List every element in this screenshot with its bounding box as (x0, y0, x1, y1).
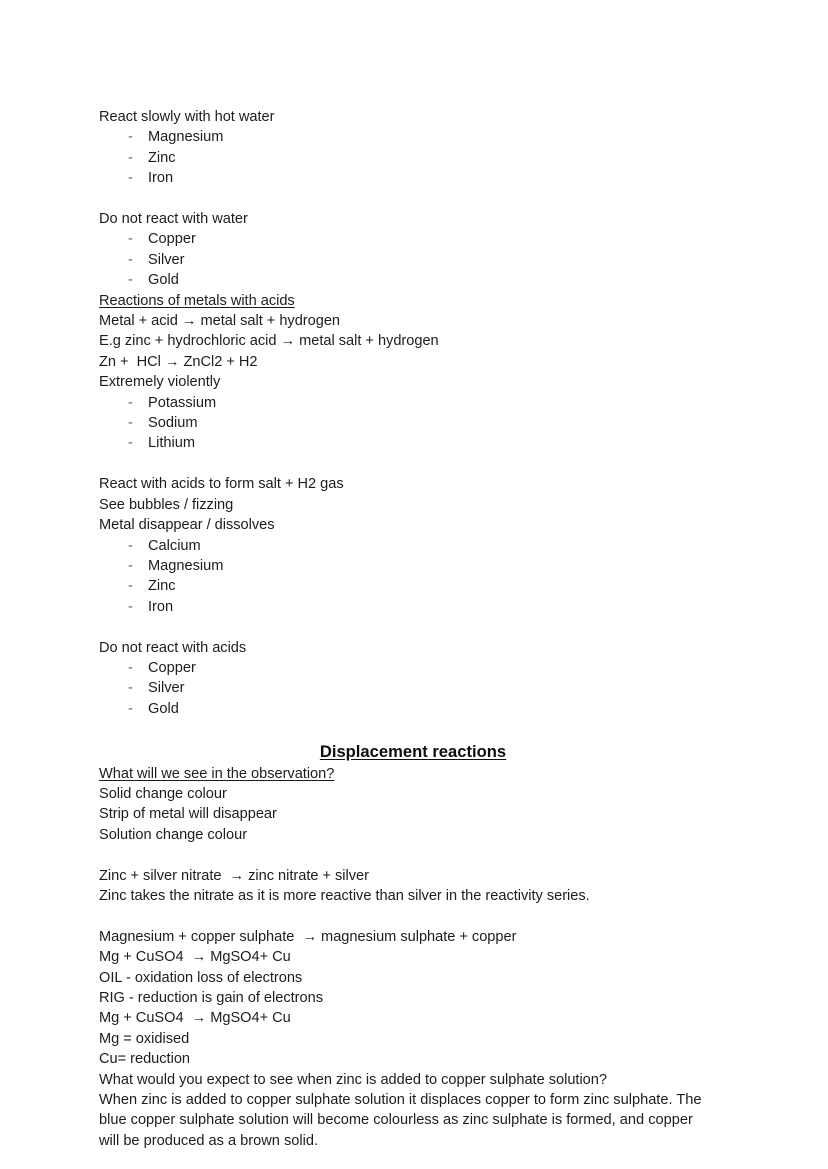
text-line: React slowly with hot water (99, 109, 275, 125)
text-line: Zinc takes the nitrate as it is more reactive than silver in the reactivity series. (99, 887, 590, 904)
text-line: Do not react with water (99, 211, 248, 228)
text-line: Metal disappear / dissolves (99, 517, 275, 534)
list-item-label: Silver (148, 251, 185, 268)
list-item (99, 270, 709, 290)
paragraph-spacer (99, 719, 709, 739)
text-line: Do not react with acids (99, 639, 247, 656)
list-item (99, 229, 709, 249)
section-heading: Displacement reactions (319, 741, 507, 761)
list-dash-marker: - (128, 251, 133, 268)
list-item-label: Copper (148, 659, 196, 676)
list-item (99, 168, 709, 188)
text-line: OIL - oxidation loss of electrons (99, 969, 303, 986)
text-line: See bubbles / fizzing (99, 496, 234, 513)
subheading: What will we see in the observation? (99, 765, 335, 782)
list-item-label: Zinc (148, 149, 176, 166)
text-line: Mg + CuSO4 → MgSO4+ Cu (99, 1010, 291, 1027)
text-line: Zinc + silver nitrate → zinc nitrate + silver (99, 867, 369, 884)
list-dash-marker: - (128, 700, 133, 717)
metal-list (99, 229, 709, 290)
text-line: React with acids to form salt + H2 gas (99, 476, 344, 493)
paragraph-spacer (99, 845, 709, 865)
metal-list (99, 127, 709, 188)
list-item (99, 433, 709, 453)
text-line: What would you expect to see when zinc is added to copper sulphate solution? (99, 1071, 607, 1088)
metal-list (99, 393, 709, 454)
metal-list (99, 658, 709, 719)
list-item (99, 678, 709, 698)
text-line: Magnesium + copper sulphate → magnesium sulphate + copper (99, 928, 517, 945)
metal-list (99, 536, 709, 618)
list-item (99, 597, 709, 617)
list-item (99, 658, 709, 678)
text-line: Mg = oxidised (99, 1030, 190, 1047)
list-item-label: Iron (148, 598, 174, 615)
text-line: Extremely violently (99, 374, 221, 391)
list-item (99, 556, 709, 576)
text-line: Mg + CuSO4 → MgSO4+ Cu (99, 949, 291, 966)
list-item-label: Zinc (148, 578, 176, 595)
list-dash-marker: - (128, 537, 133, 554)
subheading: Reactions of metals with acids (99, 292, 295, 309)
text-line: Cu= reduction (99, 1051, 191, 1068)
list-item-label: Iron (148, 170, 174, 187)
list-item (99, 148, 709, 168)
list-item-label: Gold (148, 272, 179, 289)
list-item (99, 393, 709, 413)
document-body (99, 107, 709, 1151)
paragraph-spacer (99, 617, 709, 637)
list-item-label: Silver (148, 680, 185, 697)
list-dash-marker: - (128, 149, 133, 166)
list-dash-marker: - (128, 415, 133, 432)
list-item-label: Calcium (148, 537, 201, 554)
list-item-label: Gold (148, 700, 179, 717)
list-item-label: Sodium (148, 415, 198, 432)
list-dash-marker: - (128, 578, 133, 595)
list-dash-marker: - (128, 394, 133, 411)
list-item (99, 127, 709, 147)
list-dash-marker: - (128, 680, 133, 697)
list-item-label: Magnesium (148, 129, 224, 146)
body-paragraph: When zinc is added to copper sulphate solution it displaces copper to form zinc sulphate. The blue copper sulphate solution will become colourless as zinc sulphate is formed, and copper will be produced as a brown solid. (99, 1092, 702, 1149)
list-item-label: Potassium (148, 394, 217, 411)
list-item (99, 699, 709, 719)
list-dash-marker: - (128, 659, 133, 676)
list-item (99, 576, 709, 596)
list-dash-marker: - (128, 598, 133, 615)
paragraph-spacer (99, 189, 709, 209)
text-line: Metal + acid → metal salt + hydrogen (99, 313, 341, 330)
text-line: RIG - reduction is gain of electrons (99, 989, 323, 1006)
list-dash-marker: - (128, 272, 133, 289)
text-line: Strip of metal will disappear (99, 806, 277, 823)
text-line: Solution change colour (99, 826, 248, 843)
text-line: Solid change colour (99, 785, 227, 802)
text-line: Zn + HCl → ZnCl2 + H2 (99, 353, 258, 370)
list-dash-marker: - (128, 231, 133, 248)
text-line: E.g zinc + hydrochloric acid → metal salt + hydrogen (99, 333, 439, 350)
list-dash-marker: - (128, 435, 133, 452)
list-item-label: Lithium (148, 435, 196, 452)
list-dash-marker: - (128, 129, 133, 146)
list-item (99, 250, 709, 270)
list-dash-marker: - (128, 557, 133, 574)
paragraph-spacer (99, 906, 709, 926)
list-item-label: Copper (148, 231, 196, 248)
list-item (99, 413, 709, 433)
list-item (99, 536, 709, 556)
list-dash-marker: - (128, 170, 133, 187)
list-item-label: Magnesium (148, 557, 224, 574)
paragraph-spacer (99, 454, 709, 474)
